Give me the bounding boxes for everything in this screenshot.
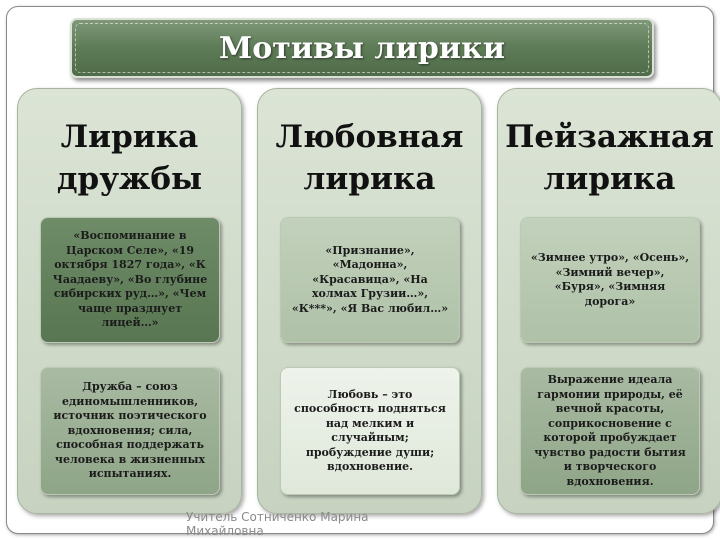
description-box: Любовь – это способность подняться над мелким и случайным; пробуждение души; вдохновение.: [280, 367, 460, 495]
column-heading: Любовная лирика: [275, 119, 464, 197]
description-box: Дружба – союз единомышленников, источник поэтического вдохновения; сила, способная поддержать человека в жизненных испытаниях.: [40, 367, 220, 495]
column-heading: Пейзажная лирика: [505, 119, 714, 197]
title-banner: [70, 18, 654, 78]
slide-title: Мотивы лирики: [219, 30, 505, 66]
column-friendship-lyrics: [17, 88, 242, 514]
author-footer: Учитель Сотниченко Марина Михайловна: [186, 510, 369, 538]
description-box: Выражение идеала гармонии природы, её вечной красоты, соприкосновение с которой пробуждает чувство радости бытия и творческого вдохновения.: [520, 367, 700, 495]
column-love-lyrics: [257, 88, 482, 514]
column-landscape-lyrics: [497, 88, 720, 514]
column-heading: Лирика дружбы: [56, 119, 203, 197]
works-box: «Признание», «Мадонна», «Красавица», «На холмах Грузии…», «К***», «Я Вас любил…»: [280, 217, 460, 343]
works-box: «Воспоминание в Царском Селе», «19 октября 1827 года», «К Чаадаеву», «Во глубине сибирских руд…», «Чем чаще празднует лицей…»: [40, 217, 220, 343]
works-box: «Зимнее утро», «Осень», «Зимний вечер», «Буря», «Зимняя дорога»: [520, 217, 700, 343]
